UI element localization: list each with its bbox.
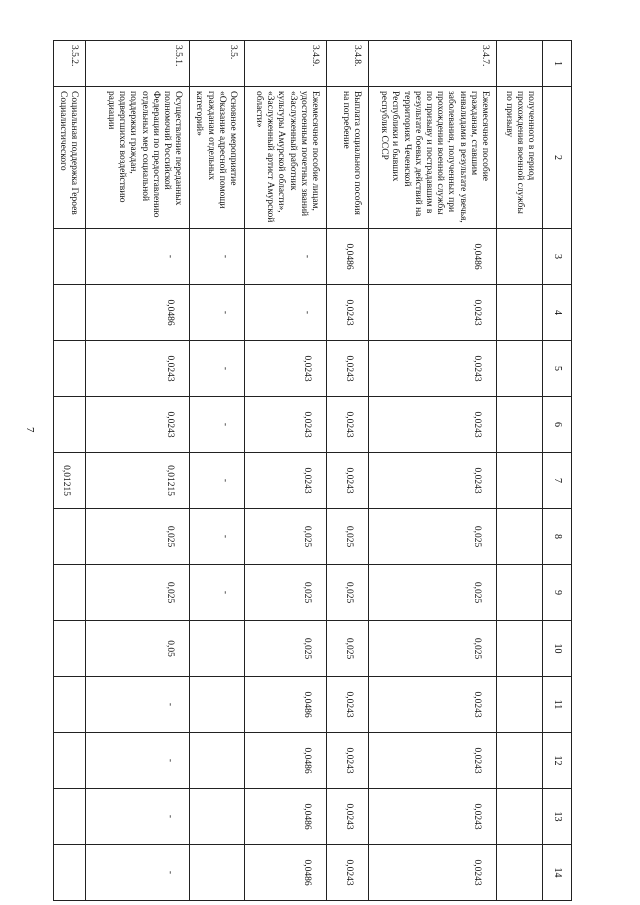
value-cell: [53, 509, 85, 565]
value-cell: [53, 621, 85, 677]
row-name: Ежемесячное пособие гражданам, ставшим инвалидами в результате увечья, заболевания, полученных при прохождении военной службы по призыву и пострадавшим в результате боевых действий на территориях Чеченской Республики и бывших республик СССР: [369, 87, 497, 229]
row-code: 3.4.8.: [327, 41, 369, 87]
value-cell: 0,025: [369, 565, 497, 621]
row-name: Основное мероприятие «Оказание адресной помощи гражданам отдельных категорий»: [190, 87, 245, 229]
value-cell: 0,025: [245, 621, 327, 677]
value-cell: 0,0243: [369, 677, 497, 733]
row-name: Осуществление переданных полномочий Российской Федерации по предоставлению отдельных мер социальной поддержки граждан, подвергшихся воздействию радиации: [86, 87, 190, 229]
value-cell: [497, 453, 543, 509]
row-code: 3.5.: [190, 41, 245, 87]
value-cell: [53, 845, 85, 901]
value-cell: 0,0243: [369, 285, 497, 341]
value-cell: [497, 845, 543, 901]
value-cell: [497, 565, 543, 621]
value-cell: 0,025: [327, 621, 369, 677]
value-cell: 0,025: [369, 509, 497, 565]
value-cell: -: [190, 229, 245, 285]
value-cell: 0,0243: [245, 397, 327, 453]
value-cell: [497, 341, 543, 397]
value-cell: 0,05: [86, 621, 190, 677]
table-row: [497, 41, 543, 901]
value-cell: -: [86, 789, 190, 845]
header-cell: 1: [543, 41, 572, 87]
row-code: 3.5.1.: [86, 41, 190, 87]
value-cell: 0,025: [369, 621, 497, 677]
value-cell: [497, 285, 543, 341]
table-row: [86, 41, 190, 901]
value-cell: 0,025: [245, 565, 327, 621]
value-cell: 0,0243: [327, 453, 369, 509]
value-cell: -: [190, 509, 245, 565]
header-cell: 13: [543, 789, 572, 845]
value-cell: 0,0486: [245, 733, 327, 789]
value-cell: 0,0243: [245, 453, 327, 509]
value-cell: 0,0243: [327, 789, 369, 845]
value-cell: 0,025: [327, 565, 369, 621]
value-cell: 0,0486: [245, 845, 327, 901]
table-row: [327, 41, 369, 901]
row-name: Выплата социального пособия на погребение: [327, 87, 369, 229]
value-cell: -: [190, 397, 245, 453]
header-cell: 2: [543, 87, 572, 229]
value-cell: 0,0243: [86, 341, 190, 397]
value-cell: -: [86, 677, 190, 733]
page-number: 7: [24, 427, 36, 433]
value-cell: 0,01215: [53, 453, 85, 509]
value-cell: [190, 845, 245, 901]
value-cell: 0,0243: [369, 733, 497, 789]
header-cell: 10: [543, 621, 572, 677]
value-cell: 0,01215: [86, 453, 190, 509]
value-cell: [190, 789, 245, 845]
table-row: [53, 41, 85, 901]
header-row: [543, 41, 572, 901]
value-cell: -: [245, 285, 327, 341]
value-cell: [53, 733, 85, 789]
value-cell: 0,0243: [327, 285, 369, 341]
value-cell: -: [190, 285, 245, 341]
row-code: [497, 41, 543, 87]
value-cell: 0,0486: [327, 229, 369, 285]
table-row: [190, 41, 245, 901]
value-cell: [497, 509, 543, 565]
row-code: 3.5.2.: [53, 41, 85, 87]
value-cell: [53, 285, 85, 341]
value-cell: -: [190, 341, 245, 397]
header-cell: 9: [543, 565, 572, 621]
header-cell: 11: [543, 677, 572, 733]
value-cell: [497, 789, 543, 845]
value-cell: 0,0243: [369, 397, 497, 453]
value-cell: 0,0243: [327, 845, 369, 901]
value-cell: [190, 733, 245, 789]
header-cell: 14: [543, 845, 572, 901]
value-cell: [497, 621, 543, 677]
header-cell: 8: [543, 509, 572, 565]
header-cell: 4: [543, 285, 572, 341]
value-cell: -: [86, 845, 190, 901]
header-cell: 5: [543, 341, 572, 397]
value-cell: [53, 565, 85, 621]
value-cell: [53, 397, 85, 453]
value-cell: [53, 789, 85, 845]
value-cell: [53, 677, 85, 733]
value-cell: 0,0486: [86, 285, 190, 341]
header-cell: 6: [543, 397, 572, 453]
value-cell: 0,0243: [327, 397, 369, 453]
row-code: 3.4.9.: [245, 41, 327, 87]
table-row: [369, 41, 497, 901]
table-body: [53, 41, 571, 901]
rotated-table-frame: [57, 40, 572, 900]
value-cell: 0,0243: [86, 397, 190, 453]
value-cell: [497, 733, 543, 789]
value-cell: 0,0486: [245, 789, 327, 845]
value-cell: 0,0243: [369, 341, 497, 397]
header-cell: 12: [543, 733, 572, 789]
value-cell: -: [190, 453, 245, 509]
value-cell: 0,025: [327, 509, 369, 565]
value-cell: -: [86, 733, 190, 789]
value-cell: 0,0243: [327, 341, 369, 397]
value-cell: -: [86, 229, 190, 285]
value-cell: 0,0486: [245, 677, 327, 733]
value-cell: [497, 677, 543, 733]
header-cell: 7: [543, 453, 572, 509]
row-code: 3.4.7.: [369, 41, 497, 87]
value-cell: 0,025: [86, 565, 190, 621]
value-cell: [53, 229, 85, 285]
value-cell: 0,025: [245, 509, 327, 565]
table-row: [245, 41, 327, 901]
data-table: [53, 40, 572, 901]
value-cell: 0,0486: [369, 229, 497, 285]
value-cell: -: [245, 229, 327, 285]
value-cell: 0,0243: [327, 677, 369, 733]
value-cell: 0,0243: [327, 733, 369, 789]
value-cell: [190, 621, 245, 677]
value-cell: 0,0243: [369, 789, 497, 845]
value-cell: [190, 677, 245, 733]
value-cell: 0,0243: [245, 341, 327, 397]
value-cell: [497, 397, 543, 453]
row-name: полученного в период прохождения военной службы по призыву: [497, 87, 543, 229]
value-cell: 0,025: [86, 509, 190, 565]
value-cell: 0,0243: [369, 845, 497, 901]
value-cell: 0,0243: [369, 453, 497, 509]
row-name: Ежемесячное пособие лицам, удостоенным почетных званий «Заслуженный работник культуры Амурской области», «Заслуженный артист Амурской области»: [245, 87, 327, 229]
row-name: Социальная поддержка Героев Социалистического: [53, 87, 85, 229]
header-cell: 3: [543, 229, 572, 285]
value-cell: [53, 341, 85, 397]
value-cell: [497, 229, 543, 285]
value-cell: -: [190, 565, 245, 621]
